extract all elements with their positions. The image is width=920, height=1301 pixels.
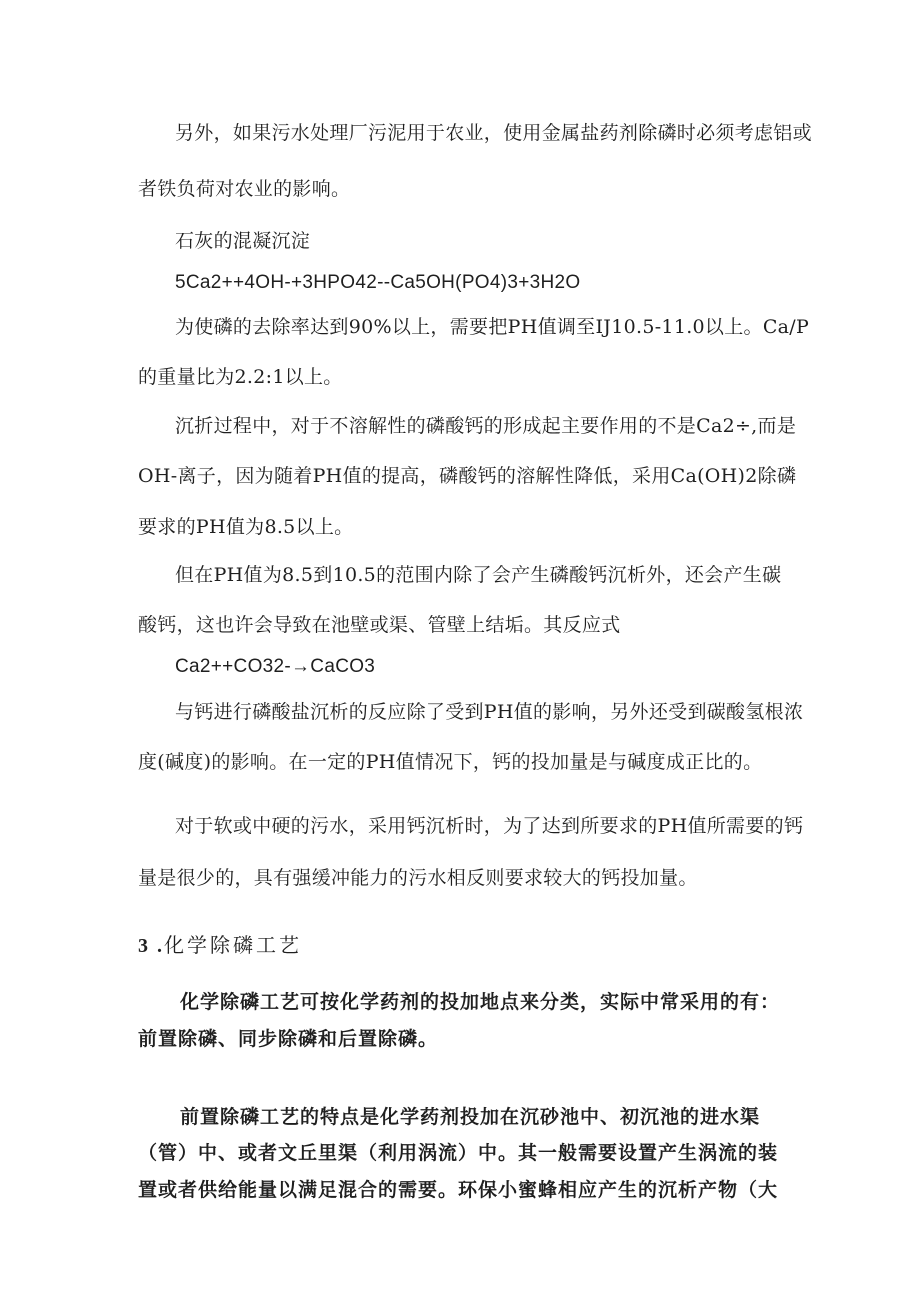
paragraph-line: 要求的PH值为8.5以上。 bbox=[138, 516, 354, 538]
bold-paragraph-line: 前置除磷、同步除磷和后置除磷。 bbox=[138, 1028, 439, 1050]
section-title: 化学除磷工艺 bbox=[164, 933, 302, 957]
paragraph-line: 的重量比为2.2:1以上。 bbox=[138, 366, 343, 388]
section-number: 3 . bbox=[138, 935, 164, 957]
paragraph-line: 沉折过程中，对于不溶解性的磷酸钙的形成起主要作用的不是Ca2÷,而是 bbox=[175, 415, 797, 437]
section-heading bbox=[138, 933, 302, 958]
paragraph-line: 量是很少的，具有强缓冲能力的污水相反则要求较大的钙投加量。 bbox=[138, 867, 698, 889]
paragraph-line: 与钙进行磷酸盐沉析的反应除了受到PH值的影响，另外还受到碳酸氢根浓 bbox=[175, 701, 804, 723]
bold-paragraph-line: 化学除磷工艺可按化学药剂的投加地点来分类，实际中常采用的有： bbox=[180, 991, 781, 1013]
paragraph-line: 者铁负荷对农业的影响。 bbox=[138, 178, 351, 200]
paragraph-line: 但在PH值为8.5到10.5的范围内除了会产生磷酸钙沉析外，还会产生碳 bbox=[175, 564, 782, 586]
paragraph-line: 另外，如果污水处理厂污泥用于农业，使用金属盐药剂除磷时必须考虑铝或 bbox=[175, 122, 812, 144]
chemical-formula: Ca2++CO32-→CaCO3 bbox=[175, 656, 376, 677]
paragraph-line: 度(碱度)的影响。在一定的PH值情况下，钙的投加量是与碱度成正比的。 bbox=[138, 751, 763, 773]
paragraph-line: OH-离子，因为随着PH值的提高，磷酸钙的溶解性降低，采用Ca(OH)2除磷 bbox=[138, 465, 797, 487]
paragraph-line: 石灰的混凝沉淀 bbox=[175, 230, 311, 252]
paragraph-line: 对于软或中硬的污水，采用钙沉析时，为了达到所要求的PH值所需要的钙 bbox=[175, 815, 804, 837]
paragraph-line: 酸钙，这也许会导致在池壁或渠、管壁上结垢。其反应式 bbox=[138, 614, 621, 636]
paragraph-line: 为使磷的去除率达到90%以上，需要把PH值调至IJ10.5-11.0以上。Ca/P bbox=[175, 316, 810, 338]
bold-paragraph-line: 前置除磷工艺的特点是化学药剂投加在沉砂池中、初沉池的进水渠 bbox=[180, 1106, 761, 1128]
chemical-formula: 5Ca2++4OH-+3HPO42--Ca5OH(PO4)3+3H2O bbox=[175, 272, 581, 293]
bold-paragraph-line: （管）中、或者文丘里渠（利用涡流）中。其一般需要设置产生涡流的装 bbox=[138, 1142, 779, 1164]
bold-paragraph-line: 置或者供给能量以满足混合的需要。环保小蜜蜂相应产生的沉析产物（大 bbox=[138, 1179, 779, 1201]
